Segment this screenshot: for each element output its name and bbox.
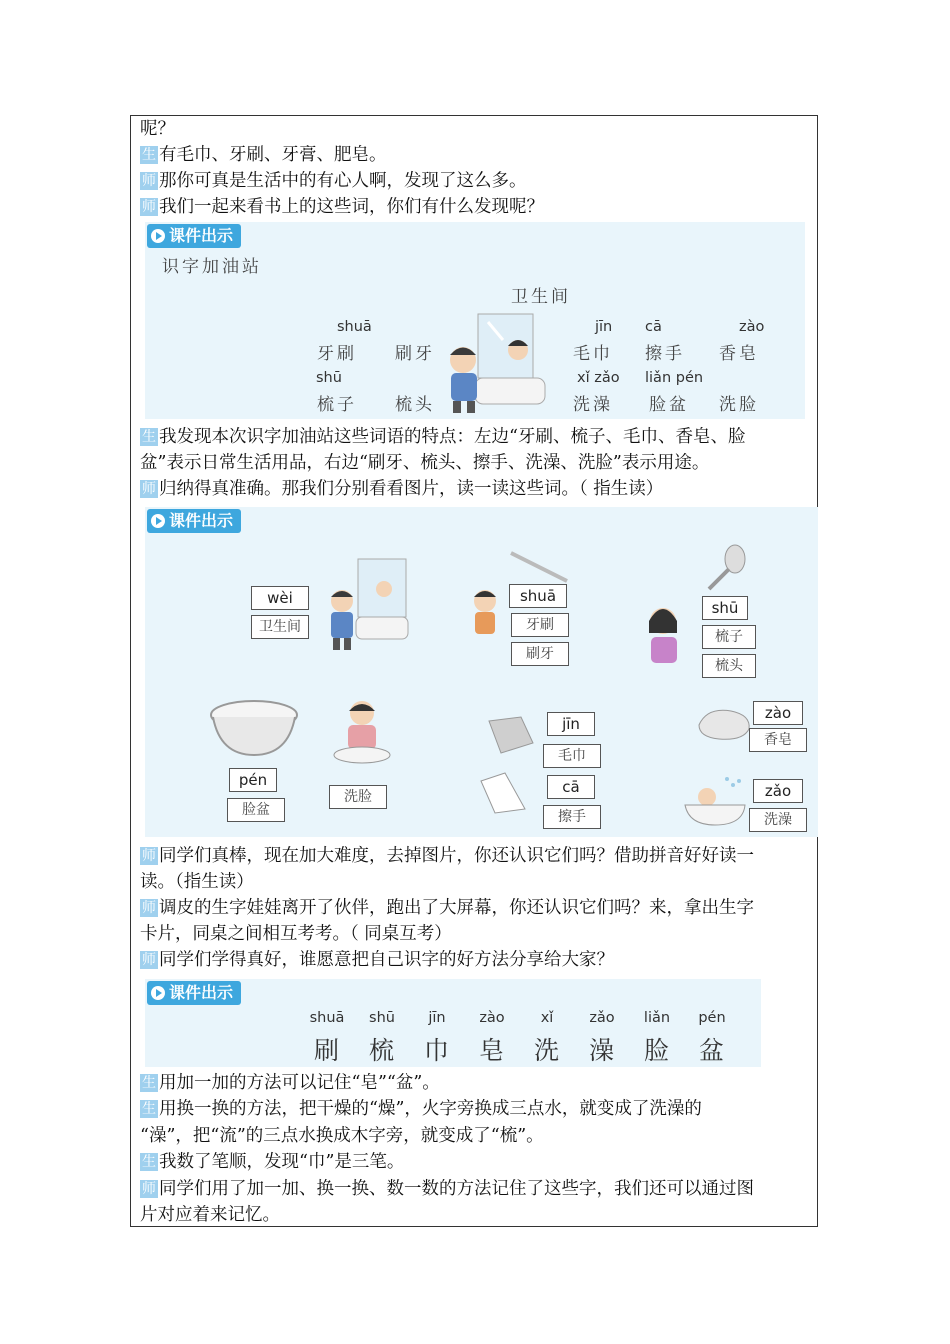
bathroom-illustration	[320, 555, 410, 663]
dialogue-line: 生 有毛巾、牙刷、牙膏、肥皂。	[142, 145, 387, 165]
character-glyph: 皂	[479, 1036, 505, 1065]
word: 刷牙	[395, 344, 435, 364]
character-pinyin: zǎo	[589, 1010, 615, 1026]
character-pinyin: shū	[369, 1010, 395, 1026]
word: 梳头	[395, 395, 435, 415]
word: 洗澡	[573, 395, 613, 415]
speaker-tag-student: 生	[142, 429, 156, 445]
speaker-tag-student: 生	[142, 1154, 156, 1170]
word-card: 香皂	[749, 728, 807, 752]
washing-face-illustration	[328, 697, 398, 769]
speaker-tag-student: 生	[142, 147, 156, 163]
dialogue-line: 师 同学们学得真好，谁愿意把自己识字的好方法分享给大家？	[142, 950, 614, 970]
text-line: 卡片，同桌之间相互考考。（ 同桌互考）	[140, 924, 452, 944]
pinyin-card: jīn	[547, 712, 595, 736]
speaker-tag-teacher: 师	[142, 199, 156, 215]
play-icon	[151, 229, 165, 243]
speaker-tag-teacher: 师	[142, 481, 156, 497]
text-line: “澡”，把“流”的三点水换成木字旁，就变成了“梳”。	[140, 1126, 544, 1146]
text-line: 片对应着来记忆。	[140, 1205, 280, 1225]
character-pinyin: jīn	[428, 1010, 446, 1026]
courseware-badge: 课件出示	[147, 981, 241, 1005]
courseware-panel-2	[145, 507, 818, 837]
pinyin: jīn	[595, 319, 613, 335]
word-card: 牙刷	[511, 613, 569, 637]
text-line: 呢？	[140, 119, 175, 139]
speaker-tag-teacher: 师	[142, 952, 156, 968]
character-glyph: 洗	[534, 1036, 560, 1065]
play-icon	[151, 514, 165, 528]
bathroom-illustration	[433, 310, 553, 414]
dialogue-line: 师 同学们真棒，现在加大难度，去掉图片，你还认识它们吗？借助拼音好好读一	[142, 846, 754, 866]
speaker-tag-teacher: 师	[142, 848, 156, 864]
bath-illustration	[679, 773, 751, 829]
text-line: 读。（指生读）	[140, 872, 254, 892]
dialogue-line: 生 我发现本次识字加油站这些词语的特点：左边“牙刷、梳子、毛巾、香皂、脸	[142, 427, 746, 447]
dialogue-line: 师 我们一起来看书上的这些词，你们有什么发现呢？	[142, 197, 544, 217]
towel-illustration	[475, 713, 541, 817]
speaker-tag-student: 生	[142, 1101, 156, 1117]
dialogue-line: 生 用加一加的方法可以记住“皂”“盆”。	[142, 1073, 440, 1093]
word-card: 洗脸	[329, 785, 387, 809]
character-glyph: 梳	[369, 1036, 395, 1065]
washbasin-illustration	[208, 699, 300, 761]
courseware-panel-3	[145, 979, 761, 1067]
word: 洗脸	[719, 395, 759, 415]
pinyin: liǎn pén	[645, 370, 704, 386]
character-pinyin: xǐ	[540, 1010, 554, 1026]
character-pinyin: shuā	[309, 1010, 345, 1026]
word: 梳子	[317, 395, 357, 415]
dialogue-line: 师 归纳得真准确。那我们分别看看图片，读一读这些词。（ 指生读）	[142, 479, 664, 499]
courseware-badge: 课件出示	[147, 224, 241, 248]
soap-illustration	[693, 701, 757, 743]
word: 香皂	[719, 344, 759, 364]
pinyin: cā	[645, 319, 662, 335]
courseware-badge: 课件出示	[147, 509, 241, 533]
speaker-tag-teacher: 师	[142, 1181, 156, 1197]
speaker-tag-teacher: 师	[142, 173, 156, 189]
character-glyph: 刷	[314, 1036, 340, 1065]
dialogue-line: 生 用换一换的方法，把干燥的“燥”，火字旁换成三点水，就变成了洗澡的	[142, 1099, 702, 1119]
word-card: 梳头	[702, 654, 756, 678]
speaker-tag-student: 生	[142, 1075, 156, 1091]
pinyin: shū	[316, 370, 342, 386]
character-pinyin: zào	[479, 1010, 505, 1026]
pinyin-card: pén	[229, 768, 277, 792]
word-card: 洗澡	[749, 808, 807, 832]
dialogue-line: 师 那你可真是生活中的有心人啊，发现了这么多。	[142, 171, 527, 191]
character-glyph: 盆	[699, 1036, 725, 1065]
dialogue-line: 师 同学们用了加一加、换一换、数一数的方法记住了这些字，我们还可以通过图	[142, 1179, 754, 1199]
character-glyph: 脸	[644, 1036, 670, 1065]
panel-subtitle: 识字加油站	[162, 257, 262, 277]
word-card: 卫生间	[251, 615, 309, 639]
pinyin: xǐ zǎo	[577, 370, 620, 386]
dialogue-line: 师 调皮的生字娃娃离开了伙伴，跑出了大屏幕，你还认识它们吗？来，拿出生字	[142, 898, 754, 918]
word-card: 刷牙	[511, 642, 569, 666]
pinyin-card: wèi	[251, 586, 309, 610]
character-glyph: 澡	[589, 1036, 615, 1065]
speaker-tag-teacher: 师	[142, 900, 156, 916]
pinyin-card: shuā	[509, 584, 567, 608]
word-card: 脸盆	[227, 798, 285, 822]
character-glyph: 巾	[424, 1036, 450, 1065]
word: 擦手	[645, 344, 685, 364]
pinyin: shuā	[337, 319, 372, 335]
pinyin-card: cā	[547, 775, 595, 799]
word-card: 毛巾	[543, 744, 601, 768]
courseware-panel-1	[145, 222, 805, 419]
character-pinyin: pén	[698, 1010, 726, 1026]
panel-heading: 卫生间	[511, 287, 571, 307]
character-pinyin: liǎn	[643, 1010, 671, 1026]
pinyin: zào	[739, 319, 765, 335]
play-icon	[151, 986, 165, 1000]
pinyin-card: shū	[702, 596, 748, 620]
pinyin-card: zào	[753, 701, 803, 725]
text-line: 盆”表示日常生活用品，右边“刷牙、梳头、擦手、洗澡、洗脸”表示用途。	[140, 453, 710, 473]
word-card: 擦手	[543, 805, 601, 829]
word: 牙刷	[317, 344, 357, 364]
word: 毛巾	[573, 344, 613, 364]
pinyin-card: zǎo	[753, 779, 803, 803]
word: 脸盆	[649, 395, 689, 415]
word-card: 梳子	[702, 625, 756, 649]
dialogue-line: 生 我数了笔顺，发现“巾”是三笔。	[142, 1152, 405, 1172]
